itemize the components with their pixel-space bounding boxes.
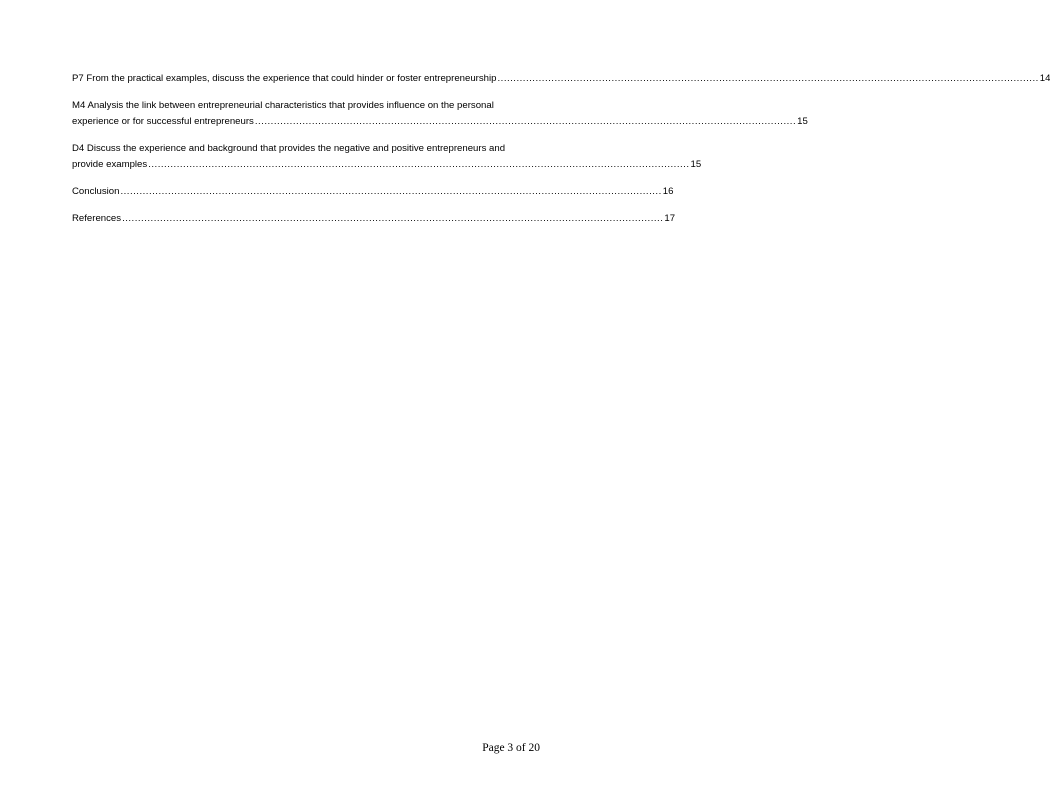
toc-dot-leader: ........................................................................................................................................................................... xyxy=(254,116,797,127)
toc-entry-references[interactable] xyxy=(72,211,676,227)
toc-page-number[interactable]: 14 xyxy=(1039,73,1050,84)
toc-entry-d4[interactable] xyxy=(72,141,702,173)
toc-entry-title[interactable]: Conclusion xyxy=(72,186,120,197)
toc-dot-leader: ........................................................................................................................................................................... xyxy=(122,213,664,224)
toc-entry-title[interactable]: P7 From the practical examples, discuss the experience that could hinder or foster entrepreneurship xyxy=(72,73,497,84)
toc-entry-p7[interactable] xyxy=(72,71,1050,87)
page-number-label: Page 3 of 20 xyxy=(482,742,540,754)
toc-page-number[interactable]: 16 xyxy=(662,186,674,197)
page-footer xyxy=(482,742,540,754)
toc-page-number[interactable]: 17 xyxy=(664,213,676,224)
toc-dot-leader: ........................................................................................................................................................................... xyxy=(148,159,690,170)
toc-page-number[interactable]: 15 xyxy=(690,159,702,170)
toc-entry-title-continued[interactable]: provide examples xyxy=(72,159,148,170)
toc-entry-title[interactable]: References xyxy=(72,213,122,224)
toc-page-number[interactable]: 15 xyxy=(797,116,808,127)
toc-entry-title[interactable]: D4 Discuss the experience and background that provides the negative and positive entrepreneurs and xyxy=(72,143,506,154)
toc-entry-m4[interactable] xyxy=(72,98,808,130)
toc-dot-leader: ........................................................................................................................................................................... xyxy=(120,186,662,197)
toc-dot-leader: ........................................................................................................................................................................... xyxy=(497,73,1039,84)
toc-entry-title[interactable]: M4 Analysis the link between entrepreneurial characteristics that provides influence on the personal xyxy=(72,100,494,111)
toc-entry-title-continued[interactable]: experience or for successful entrepreneurs xyxy=(72,116,254,127)
toc-entry-conclusion[interactable] xyxy=(72,184,674,200)
table-of-contents xyxy=(72,71,1050,238)
